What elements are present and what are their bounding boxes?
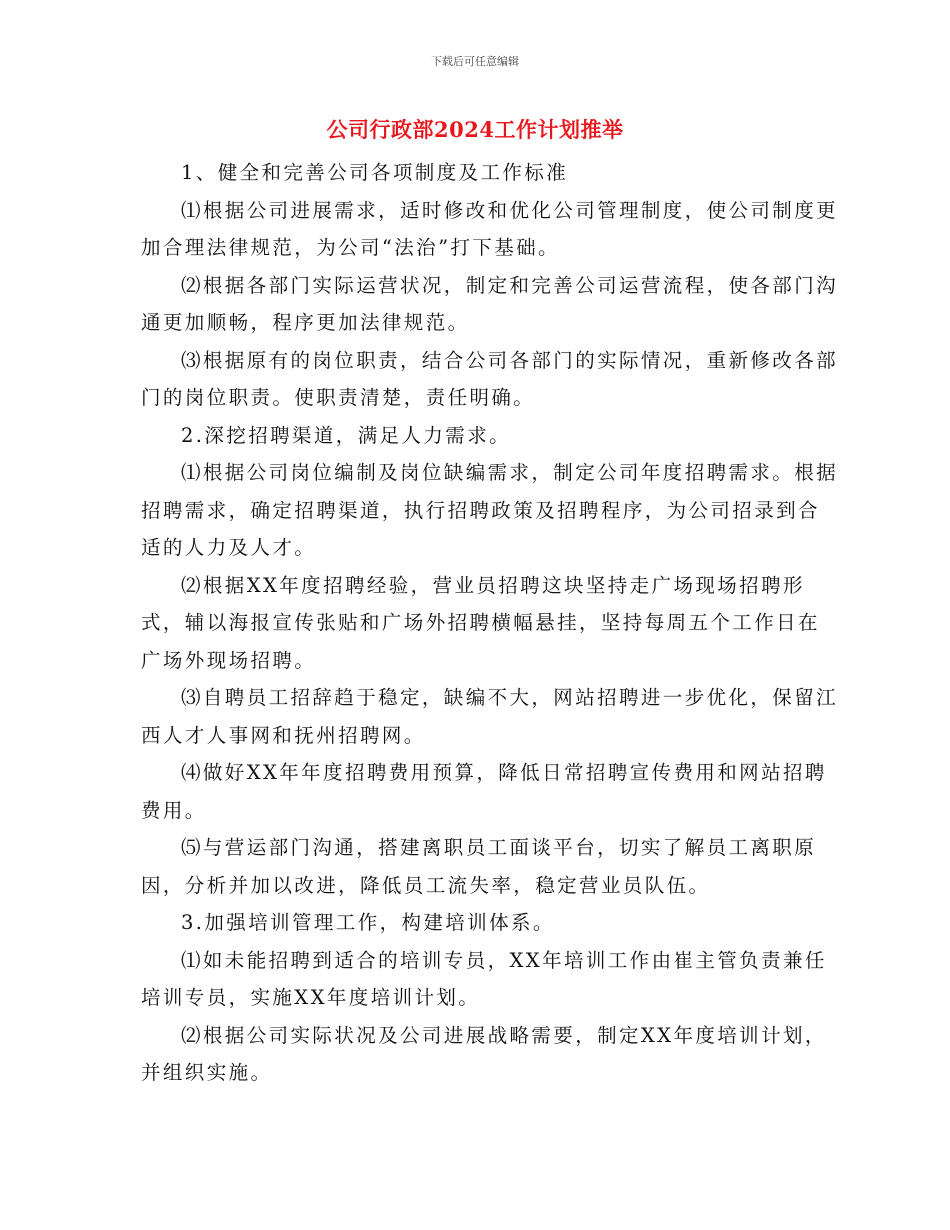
paragraph: 2.深挖招聘渠道，满足人力需求。 [181,423,512,447]
header-note: 下载后可任意编辑 [431,55,519,68]
paragraph: 1、健全和完善公司各项制度及工作标准 [181,161,569,184]
paragraph: ⑵根据XX年度招聘经验，营业员招聘这块坚持走广场现场招聘形式，辅以海报宣传张贴和广场外招聘横幅悬挂，坚持每周五个工作日在广场外现场招聘。 [141,573,820,672]
document-body [141,154,841,1092]
paragraph: ⑴根据公司岗位编制及岗位缺编需求，制定公司年度招聘需求。根据招聘需求，确定招聘渠道，执行招聘政策及招聘程序，为公司招录到合适的人力及人才。 [141,461,839,559]
paragraph: ⑵根据公司实际状况及公司进展战略需要，制定XX年度培训计划，并组织实施。 [141,1023,827,1084]
paragraph: ⑵根据各部门实际运营状况，制定和完善公司运营流程，使各部门沟通更加顺畅，程序更加法律规范。 [141,273,839,334]
paragraph: ⑸与营运部门沟通，搭建离职员工面谈平台，切实了解员工离职原因，分析并加以改进，降低员工流失率，稳定营业员队伍。 [141,836,817,897]
paragraph: 3.加强培训管理工作，构建培训体系。 [181,911,555,934]
paragraph: ⑴如未能招聘到适合的培训专员，XX年培训工作由崔主管负责兼任培训专员，实施XX年度培训计划。 [141,948,827,1009]
paragraph: ⑴根据公司进展需求，适时修改和优化公司管理制度，使公司制度更加合理法律规范，为公司“法治”打下基础。 [141,198,839,259]
paragraph: ⑶根据原有的岗位职责，结合公司各部门的实际情况，重新修改各部门的岗位职责。使职责清楚，责任明确。 [141,348,839,409]
paragraph: ⑶自聘员工招辞趋于稳定，缺编不大，网站招聘进一步优化，保留江西人才人事网和抚州招聘网。 [141,686,839,747]
paragraph: ⑷做好XX年年度招聘费用预算，降低日常招聘宣传费用和网站招聘费用。 [141,761,827,822]
document-title: 公司行政部2024工作计划推举 [326,117,624,142]
